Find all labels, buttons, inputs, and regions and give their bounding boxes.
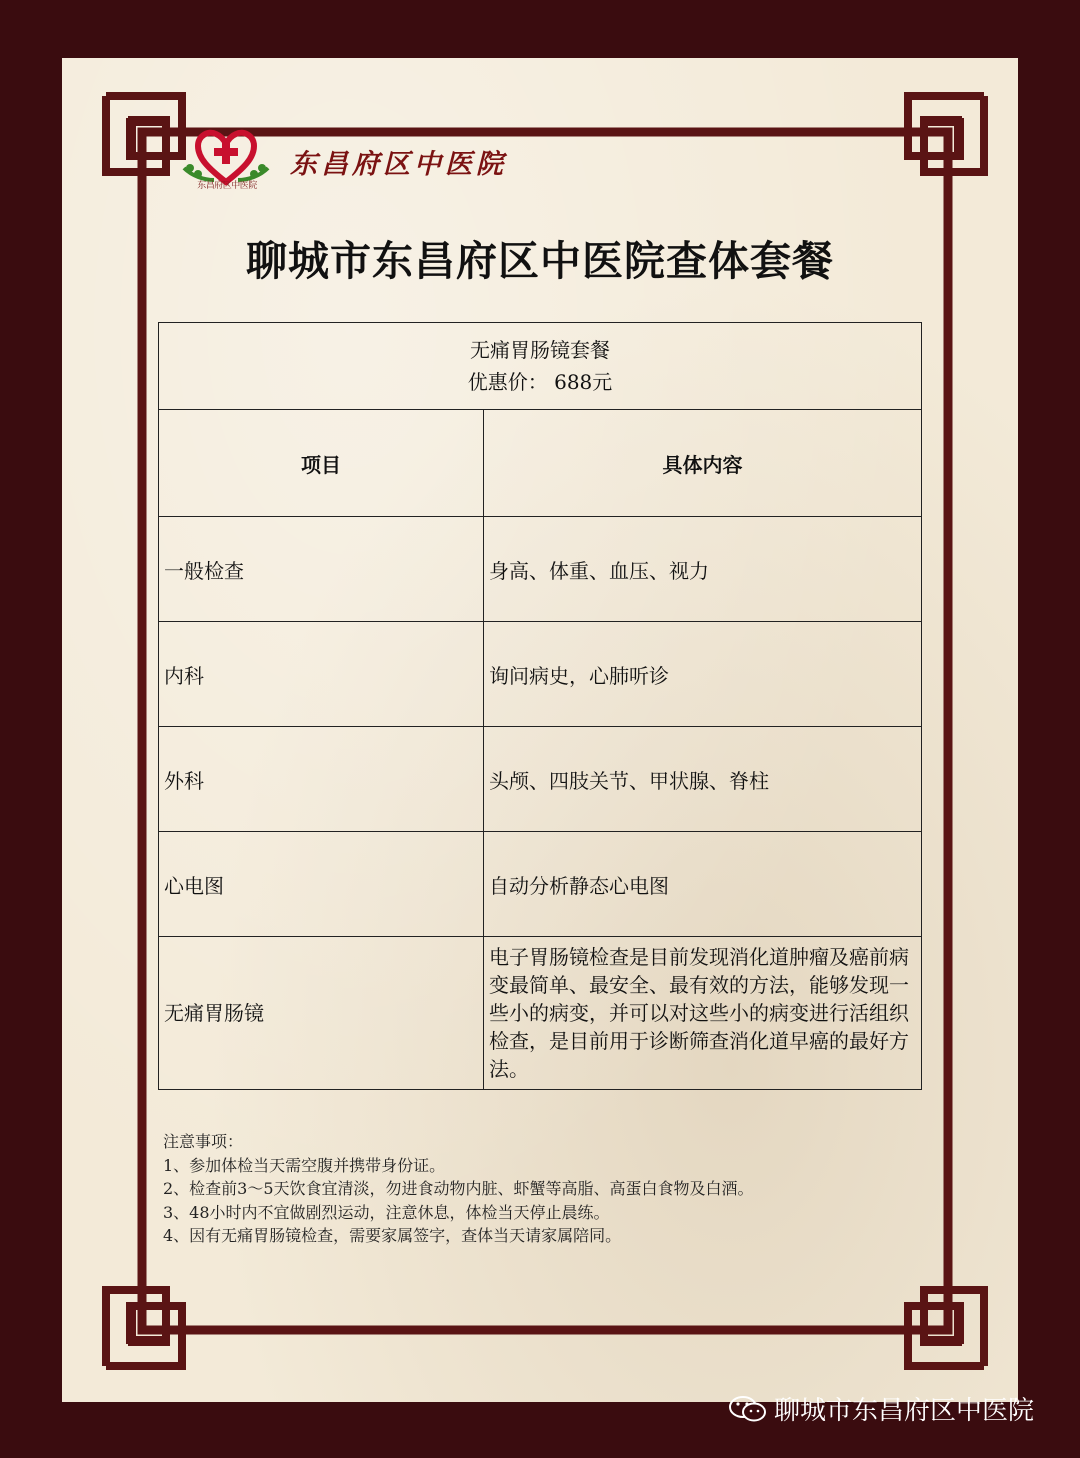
- wechat-icon: [728, 1394, 768, 1424]
- note-item: 2、检查前3～5天饮食宜清淡，勿进食动物内脏、虾蟹等高脂、高蛋白食物及白酒。: [163, 1179, 754, 1198]
- table-row: [159, 727, 922, 832]
- row-content: 自动分析静态心电图: [484, 832, 922, 937]
- row-content: 头颅、四肢关节、甲状腺、脊柱: [484, 727, 922, 832]
- package-header-row: [159, 323, 922, 410]
- package-price: 优惠价： 688元: [467, 370, 613, 394]
- table-row: [159, 832, 922, 937]
- watermark: [728, 1390, 1034, 1427]
- row-content: 询问病史，心肺听诊: [484, 622, 922, 727]
- column-header-content: 具体内容: [484, 410, 922, 517]
- table-row: [159, 517, 922, 622]
- row-item: 无痛胃肠镜: [159, 937, 484, 1090]
- row-item: 一般检查: [159, 517, 484, 622]
- column-header-row: [159, 410, 922, 517]
- note-item: 1、参加体检当天需空腹并携带身份证。: [163, 1155, 446, 1175]
- hospital-name: 东昌府区中医院: [290, 149, 507, 180]
- note-item: 3、48小时内不宜做剧烈运动，注意休息，体检当天停止晨练。: [163, 1202, 610, 1222]
- watermark-text: 聊城市东昌府区中医院: [774, 1396, 1035, 1426]
- column-header-item: 项目: [159, 410, 484, 517]
- package-table: [158, 322, 922, 1090]
- package-name: 无痛胃肠镜套餐: [470, 338, 610, 362]
- row-item: 心电图: [159, 832, 484, 937]
- package-header-cell: [159, 323, 922, 410]
- logo-caption: 东昌府区中医院: [197, 181, 257, 191]
- row-item: 外科: [159, 727, 484, 832]
- row-item: 内科: [159, 622, 484, 727]
- notes-title: 注意事项：: [163, 1132, 244, 1151]
- note-item: 4、因有无痛胃肠镜检查，需要家属签字，查体当天请家属陪同。: [163, 1226, 622, 1245]
- row-content: 电子胃肠镜检查是目前发现消化道肿瘤及癌前病变最简单、最安全、最有效的方法，能够发现一些小的病变，并可以对这些小的病变进行活组织检查，是目前用于诊断筛查消化道早癌的最好方法。: [484, 937, 922, 1090]
- row-content: 身高、体重、血压、视力: [484, 517, 922, 622]
- notes-section: [163, 1130, 923, 1248]
- page-title: 聊城市东昌府区中医院查体套餐: [246, 237, 834, 285]
- table-row: [159, 622, 922, 727]
- table-row: [159, 937, 922, 1090]
